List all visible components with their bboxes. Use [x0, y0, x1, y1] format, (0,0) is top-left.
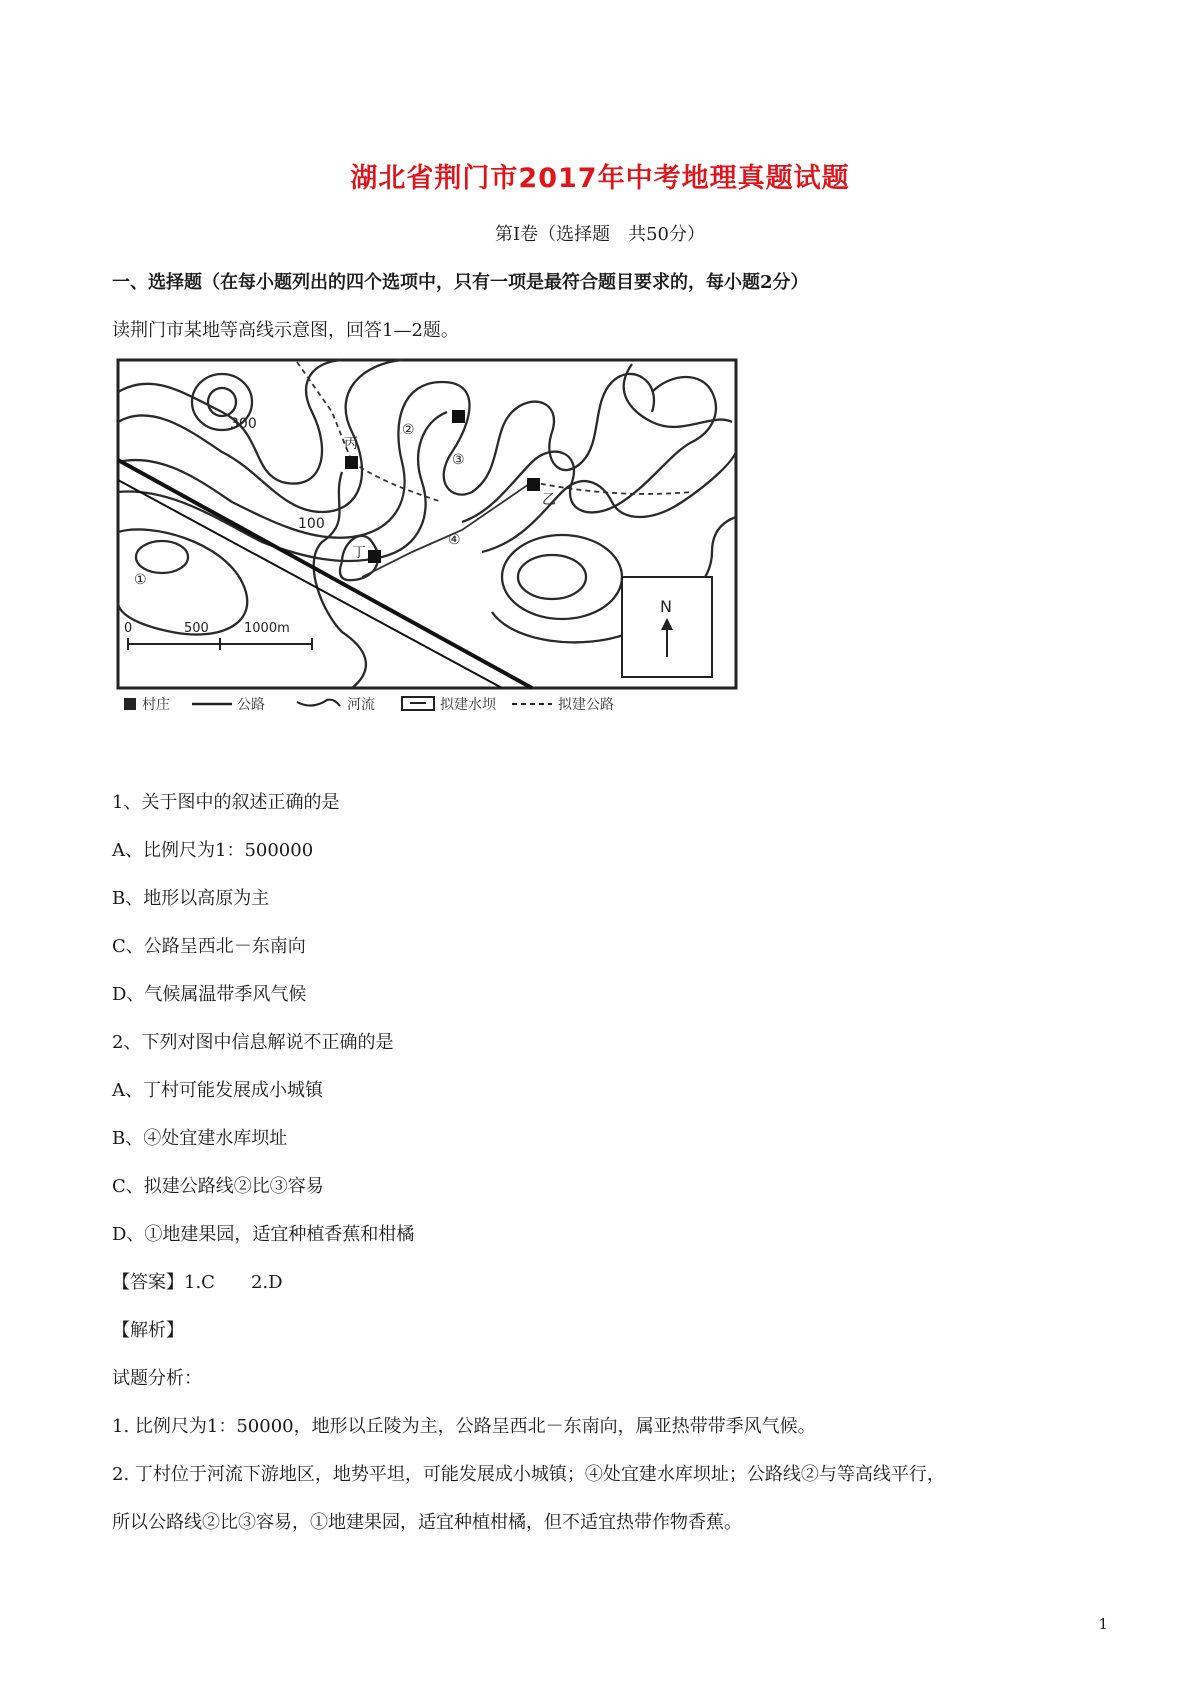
analysis-line-1: 1. 比例尺为1：50000，地形以丘陵为主，公路呈西北－东南向，属亚热带带季风气候。 — [112, 1416, 816, 1437]
page-number: 1 — [1098, 1615, 1108, 1633]
question-1-option-d: D、气候属温带季风气候 — [112, 984, 307, 1005]
marker-label: ② — [402, 422, 415, 438]
contour-label: 100 — [298, 516, 325, 532]
marker-label: ④ — [448, 532, 461, 548]
question-2-option-a: A、丁村可能发展成小城镇 — [112, 1080, 323, 1101]
svg-text:500: 500 — [184, 621, 209, 636]
question-2-option-c: C、拟建公路线②比③容易 — [112, 1176, 324, 1197]
contour-map — [112, 352, 812, 772]
village-marker — [527, 478, 540, 491]
analysis-line-2: 2. 丁村位于河流下游地区，地势平坦，可能发展成小城镇；④处宜建水库坝址；公路线②与等高线平行， — [112, 1464, 945, 1485]
paper-subtitle: 第Ⅰ卷（选择题 共50分） — [494, 224, 705, 245]
analysis-line-3: 所以公路线②比③容易，①地建果园，适宜种植柑橘，但不适宜热带作物香蕉。 — [112, 1512, 742, 1533]
question-1-stem: 1、关于图中的叙述正确的是 — [112, 792, 340, 813]
contour-label: 300 — [230, 416, 257, 432]
analysis-label: 试题分析： — [112, 1368, 202, 1389]
village-label: 丙 — [344, 436, 358, 452]
question-intro: 读荆门市某地等高线示意图，回答1—2题。 — [112, 320, 459, 341]
village-label: 乙 — [542, 492, 556, 508]
analysis-heading: 【解析】 — [112, 1320, 184, 1341]
svg-text:拟建水坝: 拟建水坝 — [440, 697, 496, 713]
marker-label: ③ — [452, 452, 465, 468]
question-1-option-c: C、公路呈西北－东南向 — [112, 936, 306, 957]
map-legend — [124, 696, 614, 713]
page-title: 湖北省荆门市2017年中考地理真题试题 — [350, 163, 850, 194]
marker-label: ① — [134, 572, 147, 588]
section-heading: 一、选择题（在每小题列出的四个选项中，只有一项是最符合题目要求的，每小题2分） — [112, 272, 809, 293]
svg-text:0: 0 — [124, 621, 133, 636]
svg-text:公路: 公路 — [237, 697, 265, 713]
question-1-option-b: B、地形以高原为主 — [112, 888, 270, 909]
svg-text:村庄: 村庄 — [142, 697, 170, 713]
village-marker — [368, 550, 381, 563]
svg-text:1000m: 1000m — [244, 621, 290, 636]
question-2-option-b: B、④处宜建水库坝址 — [112, 1128, 288, 1149]
question-1-option-a: A、比例尺为1：500000 — [112, 840, 314, 861]
question-2-option-d: D、①地建果园，适宜种植香蕉和柑橘 — [112, 1224, 415, 1245]
svg-text:拟建公路: 拟建公路 — [558, 697, 614, 713]
north-arrow — [622, 577, 712, 677]
svg-text:河流: 河流 — [347, 697, 375, 713]
answer-key: 【答案】1.C 2.D — [112, 1272, 283, 1293]
village-marker — [345, 456, 358, 469]
village-marker — [452, 410, 465, 423]
question-2-stem: 2、下列对图中信息解说不正确的是 — [112, 1032, 394, 1053]
village-label: 丁 — [352, 545, 366, 561]
svg-text:N: N — [660, 597, 672, 616]
